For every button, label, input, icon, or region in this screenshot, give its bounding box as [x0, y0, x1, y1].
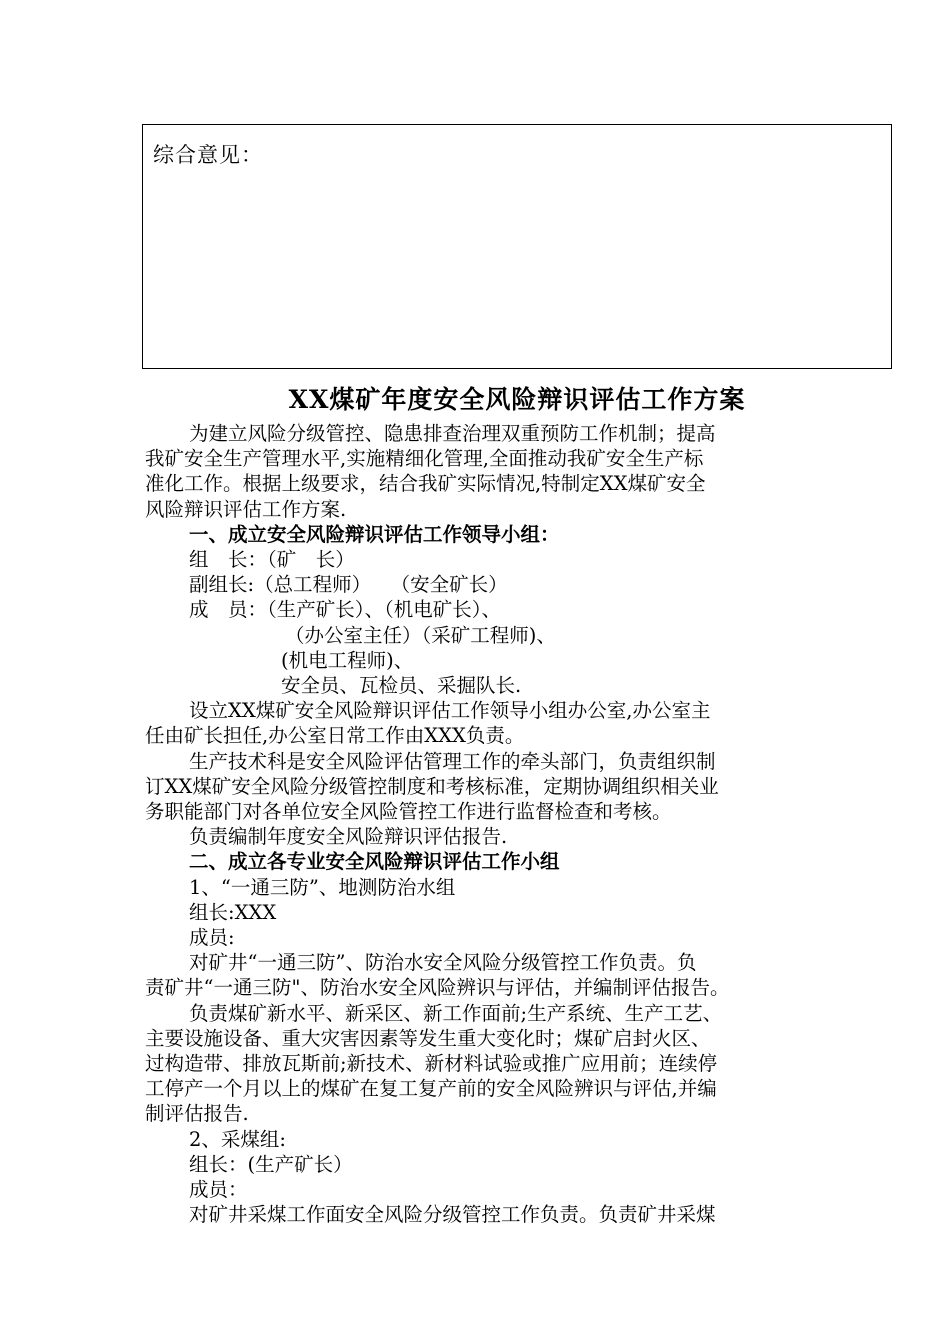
body-line: 负责煤矿新水平、新采区、新工作面前;生产系统、生产工艺、 — [189, 1001, 723, 1025]
body-line: 负责编制年度安全风险辩识评估报告. — [189, 825, 508, 849]
body-line: 生产技术科是安全风险评估管理工作的牵头部门，负责组织制 — [189, 749, 716, 773]
body-line: 组长：(生产矿长） — [189, 1152, 353, 1176]
body-line: 成员： — [189, 1178, 248, 1201]
opinion-label: 综合意见： — [153, 143, 263, 167]
body-line: 成 员：（生产矿长）、（机电矿长）、 — [189, 598, 502, 622]
body-line: 为建立风险分级管控、隐患排查治理双重预防工作机制；提高 — [189, 422, 716, 445]
body-line: 订XX煤矿安全风险分级管控制度和考核标准，定期协调组织相关业 — [145, 774, 719, 798]
body-line: 组长:XXX — [189, 900, 277, 924]
body-line: 主要设施设备、重大灾害因素等发生重大变化时；煤矿启封火区、 — [145, 1026, 711, 1050]
body-line: 制评估报告. — [145, 1102, 249, 1126]
section-heading: 二、成立各专业安全风险辩识评估工作小组 — [189, 850, 560, 874]
body-line: 务职能部门对各单位安全风险管控工作进行监督检查和考核。 — [145, 800, 672, 823]
body-line: 我矿安全生产管理水平,实施精细化管理,全面推动我矿安全生产标 — [145, 447, 704, 471]
body-line: 风险辩识评估工作方案. — [145, 497, 347, 521]
body-line: 2、采煤组: — [189, 1127, 286, 1151]
body-line: 对矿井“一通三防”、防治水安全风险分级管控工作负责。负 — [189, 951, 697, 975]
document-title: XX煤矿年度安全风险辩识评估工作方案 — [288, 385, 746, 414]
body-line: 对矿井采煤工作面安全风险分级管控工作负责。负责矿井采煤 — [189, 1203, 716, 1227]
body-line: 安全员、瓦检员、采掘队长. — [281, 674, 522, 697]
body-line: 准化工作。根据上级要求，结合我矿实际情况,特制定XX煤矿安全 — [145, 472, 706, 496]
body-line: 过构造带、排放瓦斯前;新技术、新材料试验或推广应用前；连续停 — [145, 1052, 718, 1075]
body-line: 副组长:（总工程师） （安全矿长） — [189, 573, 508, 597]
body-line: 设立XX煤矿安全风险辩识评估工作领导小组办公室,办公室主 — [189, 699, 711, 723]
body-line: 组 长：（矿 长） — [189, 548, 355, 571]
body-line: 责矿井“一通三防"、防治水安全风险辨识与评估，并编制评估报告。 — [145, 976, 730, 1000]
body-line: 任由矿长担任,办公室日常工作由XXX负责。 — [145, 724, 525, 748]
body-line: (机电工程师)、 — [281, 648, 414, 672]
body-line: （办公室主任）（采矿工程师)、 — [285, 623, 556, 647]
opinion-box — [142, 124, 892, 369]
body-line: 工停产一个月以上的煤矿在复工复产前的安全风险辨识与评估,并编 — [145, 1077, 717, 1101]
body-line: 1、“一通三防”、地测防治水组 — [189, 875, 456, 899]
body-line: 成员: — [189, 926, 235, 949]
section-heading: 一、成立安全风险辩识评估工作领导小组： — [189, 522, 560, 546]
